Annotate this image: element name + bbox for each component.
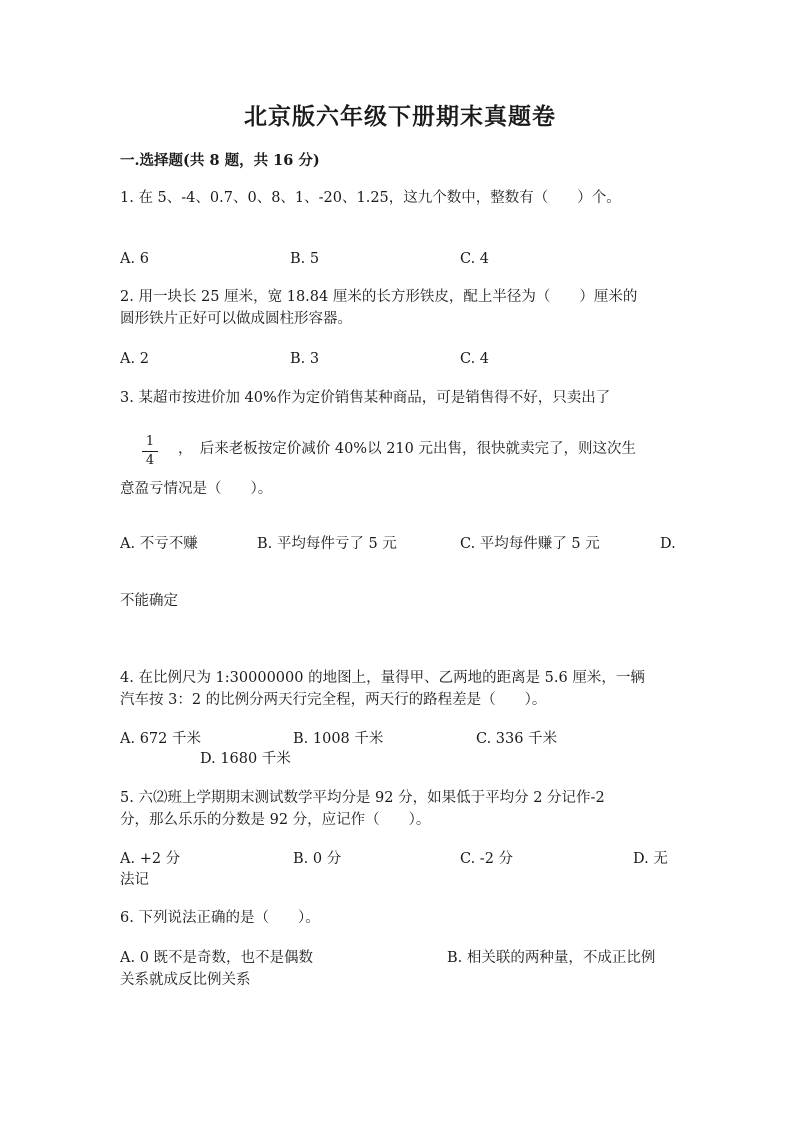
question-2-option-b: B. 3 [290,351,320,367]
question-5-stem-line-1: 5. 六⑵班上学期期末测试数学平均分是 92 分，如果低于平均分 2 分记作-2 [120,790,605,806]
question-2-stem-line-2: 圆形铁片正好可以做成圆柱形容器。 [120,311,352,327]
fraction-bar [142,451,158,452]
question-3-option-a: A. 不亏不赚 [120,536,198,552]
question-1-option-b: B. 5 [290,251,320,267]
page-title: 北京版六年级下册期末真题卷 [244,103,556,130]
question-4-stem-line-1: 4. 在比例尺为 1:30000000 的地图上，量得甲、乙两地的距离是 5.6 厘米，一辆 [120,670,645,686]
question-3-stem-line-3: 意盈亏情况是（ ）。 [120,481,273,497]
question-3-stem-line-2: ， 后来老板按定价减价 40%以 210 元出售，很快就卖完了，则这次生 [178,441,636,457]
question-4-stem-line-2: 汽车按 3：2 的比例分两天行完全程，两天行的路程差是（ ）。 [120,692,547,708]
question-2-stem-line-1: 2. 用一块长 25 厘米，宽 18.84 厘米的长方形铁皮，配上半径为（ ）厘米的 [120,289,638,305]
question-5-option-b: B. 0 分 [293,851,342,867]
fraction-one-quarter [140,434,160,469]
question-3-stem-line-1: 3. 某超市按进价加 40%作为定价销售某种商品，可是销售得不好，只卖出了 [120,390,611,406]
question-1-option-a: A. 6 [120,251,149,267]
question-1-stem: 1. 在 5、-4、0.7、0、8、1、-20、1.25，这九个数中，整数有（ ）个。 [120,190,621,206]
question-4-option-d: D. 1680 千米 [200,751,291,767]
question-5-option-c: C. -2 分 [460,851,514,867]
question-5-option-a: A. +2 分 [120,851,181,867]
question-5-option-d: D. 无 [633,851,668,867]
question-6-stem: 6. 下列说法正确的是（ ）。 [120,910,320,926]
question-3-option-d-continued: 不能确定 [120,593,178,609]
question-2-option-c: C. 4 [460,351,490,367]
question-1-option-c: C. 4 [460,251,490,267]
question-6-option-b: B. 相关联的两种量，不成正比例 [447,950,656,966]
question-3-option-b: B. 平均每件亏了 5 元 [257,536,397,552]
question-3-option-c: C. 平均每件赚了 5 元 [460,536,600,552]
question-3-option-d: D. [660,536,676,552]
fraction-numerator: 1 [145,434,155,449]
fraction-denominator: 4 [145,453,155,468]
question-4-option-a: A. 672 千米 [120,731,201,747]
question-2-option-a: A. 2 [120,351,149,367]
section-heading: 一.选择题(共 8 题，共 16 分) [120,152,320,169]
question-4-option-b: B. 1008 千米 [293,731,384,747]
question-5-stem-line-2: 分，那么乐乐的分数是 92 分，应记作（ ）。 [120,812,431,828]
question-6-option-a: A. 0 既不是奇数，也不是偶数 [120,950,314,966]
question-4-option-c: C. 336 千米 [476,731,558,747]
question-6-option-b-continued: 关系就成反比例关系 [120,972,251,988]
question-5-option-d-continued: 法记 [120,872,149,888]
